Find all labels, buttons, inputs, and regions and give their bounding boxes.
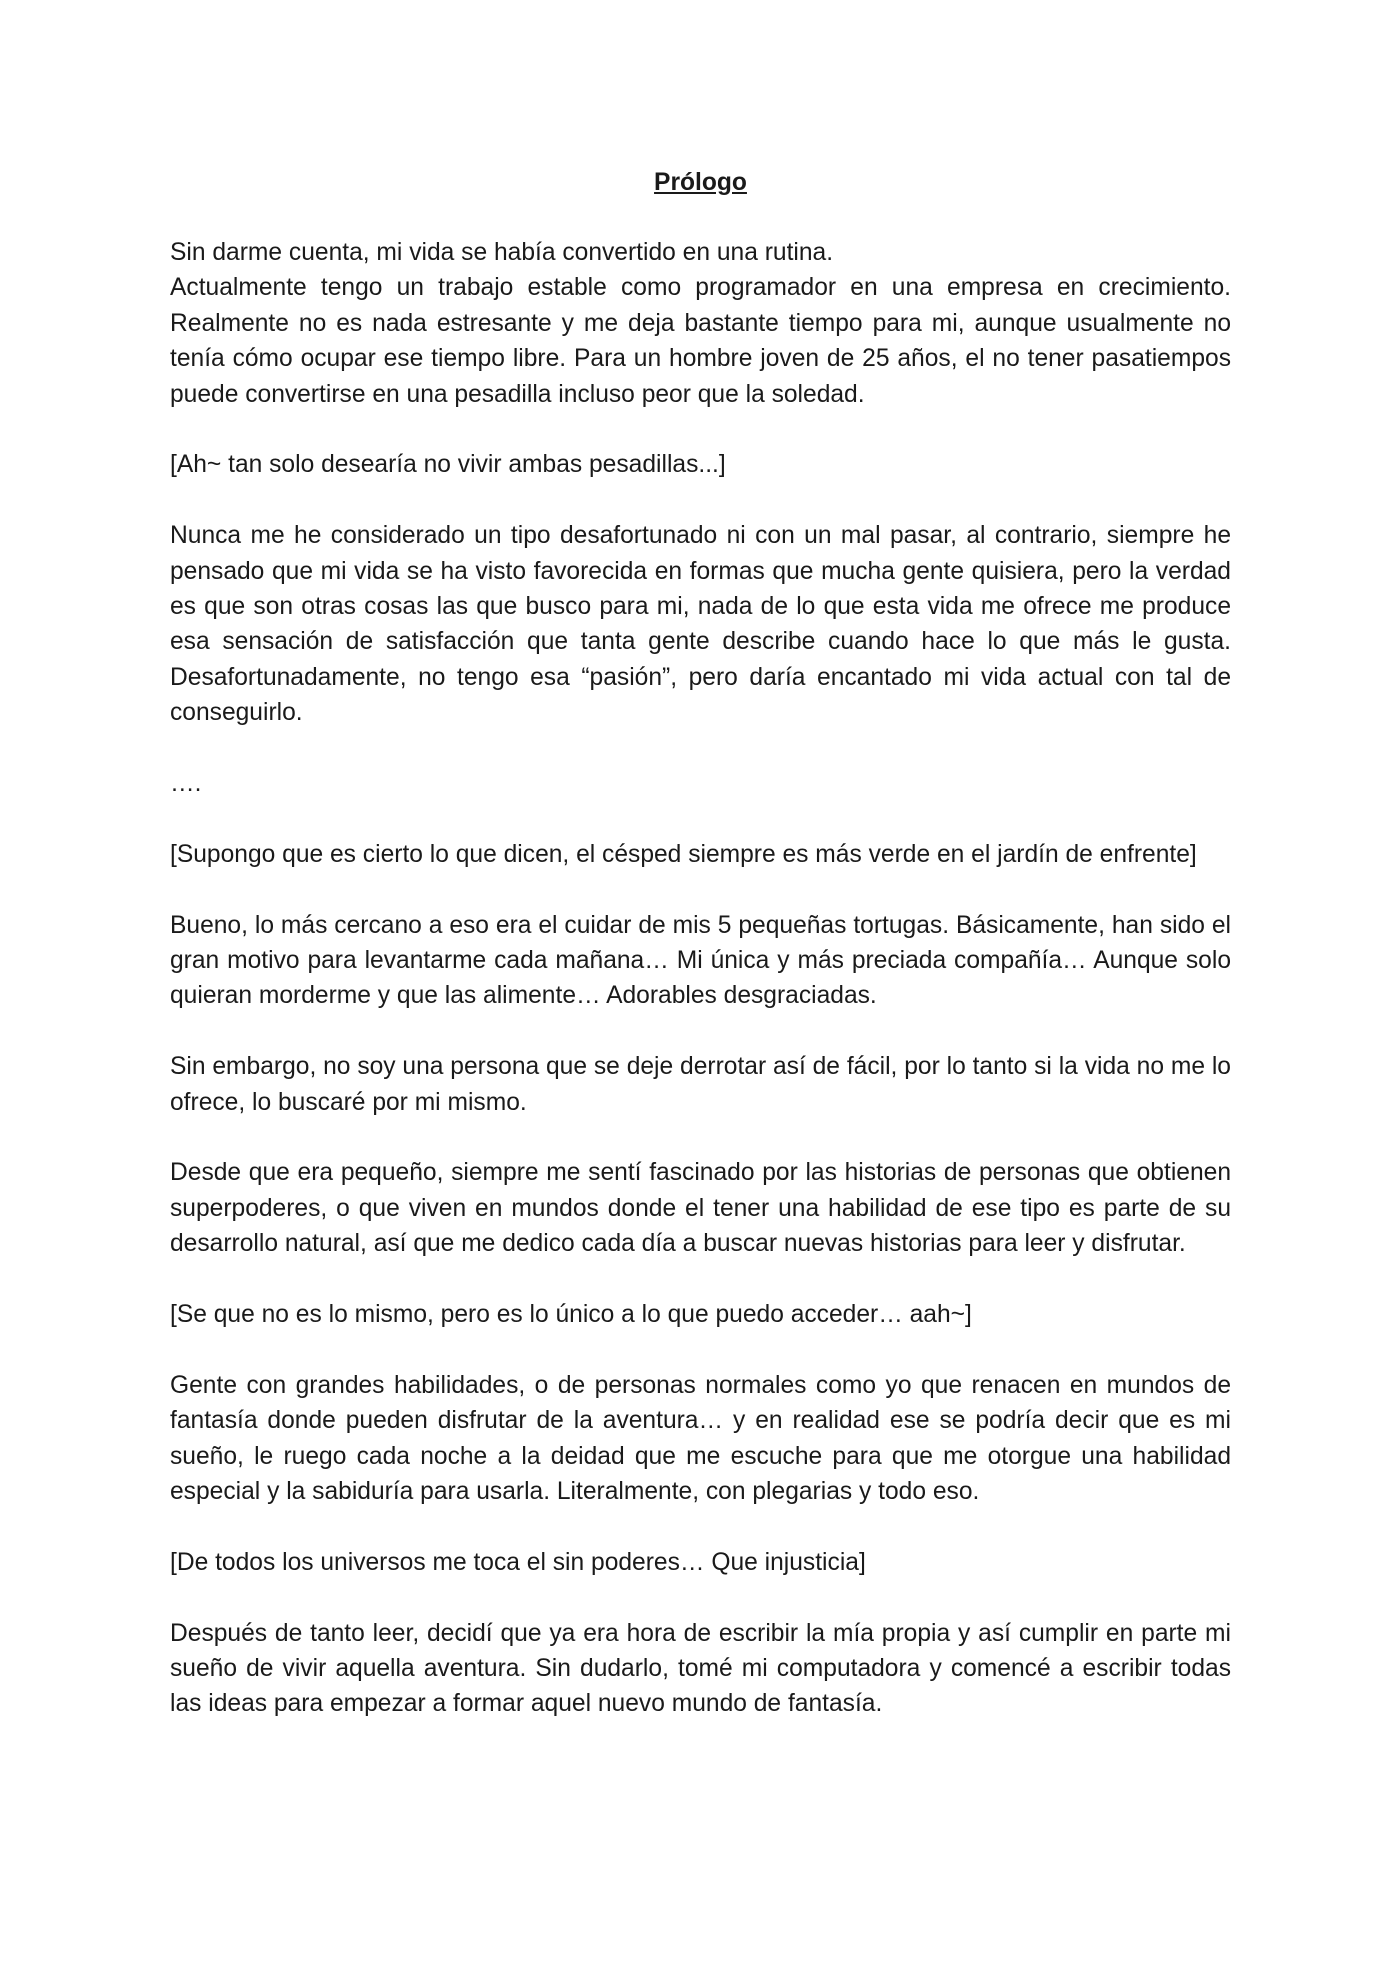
page-title: Prólogo [654, 169, 747, 196]
paragraph-line: Sin darme cuenta, mi vida se había convertido en una rutina. [170, 239, 834, 266]
paragraph-line: [Se que no es lo mismo, pero es lo único a lo que puedo acceder… aah~] [170, 1301, 972, 1329]
paragraph-line: Gente con grandes habilidades, o de personas normales como yo que renacen en mundos de fantasía donde pueden disfrutar de la aventura… y en realidad ese se podría decir que es mi sueño, le ruego cada noche a la deidad que me escuche para que me otorgue una habilidad especial y la sabiduría para usarla. Literalmente, con plegarias y todo eso. [170, 1371, 1231, 1506]
paragraph-intro [170, 235, 1231, 412]
paragraph-line: …. [170, 770, 202, 798]
ellipsis-line [170, 766, 1231, 801]
paragraph-line: [De todos los universos me toca el sin poderes… Que injusticia] [170, 1548, 866, 1576]
paragraph-despues [170, 1616, 1231, 1722]
paragraph-desde [170, 1155, 1231, 1261]
paragraph-line: [Ah~ tan solo desearía no vivir ambas pesadillas...] [170, 451, 726, 479]
paragraph-bueno [170, 908, 1231, 1014]
paragraph-line: [Supongo que es cierto lo que dicen, el césped siempre es más verde en el jardín de enfrente] [170, 840, 1197, 868]
paragraph-nunca [170, 518, 1231, 730]
paragraph-line: Actualmente tengo un trabajo estable como programador en una empresa en crecimiento. Realmente no es nada estresante y me deja bastante tiempo para mi, aunque usualmente no tenía cómo ocupar ese tiempo libre. Para un hombre joven de 25 años, el no tener pasatiempos puede convertirse en una pesadilla incluso peor que la soledad. [170, 274, 1231, 408]
thought-se-que [170, 1297, 1231, 1332]
document-page [170, 165, 1231, 1722]
paragraph-gente [170, 1368, 1231, 1510]
thought-supongo [170, 837, 1231, 872]
thought-universos [170, 1545, 1231, 1580]
paragraph-line: Desde que era pequeño, siempre me sentí fascinado por las historias de personas que obtienen superpoderes, o que viven en mundos donde el tener una habilidad de ese tipo es parte de su desarrollo natural, así que me dedico cada día a buscar nuevas historias para leer y disfrutar. [170, 1159, 1231, 1258]
paragraph-line: Sin embargo, no soy una persona que se deje derrotar así de fácil, por lo tanto si la vida no me lo ofrece, lo buscaré por mi mismo. [170, 1053, 1231, 1116]
thought-ah [170, 447, 1231, 482]
paragraph-line: Después de tanto leer, decidí que ya era hora de escribir la mía propia y así cumplir en parte mi sueño de vivir aquella aventura. Sin dudarlo, tomé mi computadora y comencé a escribir todas las ideas para empezar a formar aquel nuevo mundo de fantasía. [170, 1619, 1231, 1718]
paragraph-line: Bueno, lo más cercano a eso era el cuidar de mis 5 pequeñas tortugas. Básicamente, han sido el gran motivo para levantarme cada mañana… Mi única y más preciada compañía… Aunque solo quieran morderme y que las alimente… Adorables desgraciadas. [170, 911, 1231, 1010]
paragraph-sin-embargo [170, 1049, 1231, 1120]
paragraph-line: Nunca me he considerado un tipo desafortunado ni con un mal pasar, al contrario, siempre he pensado que mi vida se ha visto favorecida en formas que mucha gente quisiera, pero la verdad es que son otras cosas las que busco para mi, nada de lo que esta vida me ofrece me produce esa sensación de satisfacción que tanta gente describe cuando hace lo que más le gusta. Desafortunadamente, no tengo esa “pasión”, pero daría encantado mi vida actual con tal de conseguirlo. [170, 522, 1231, 727]
